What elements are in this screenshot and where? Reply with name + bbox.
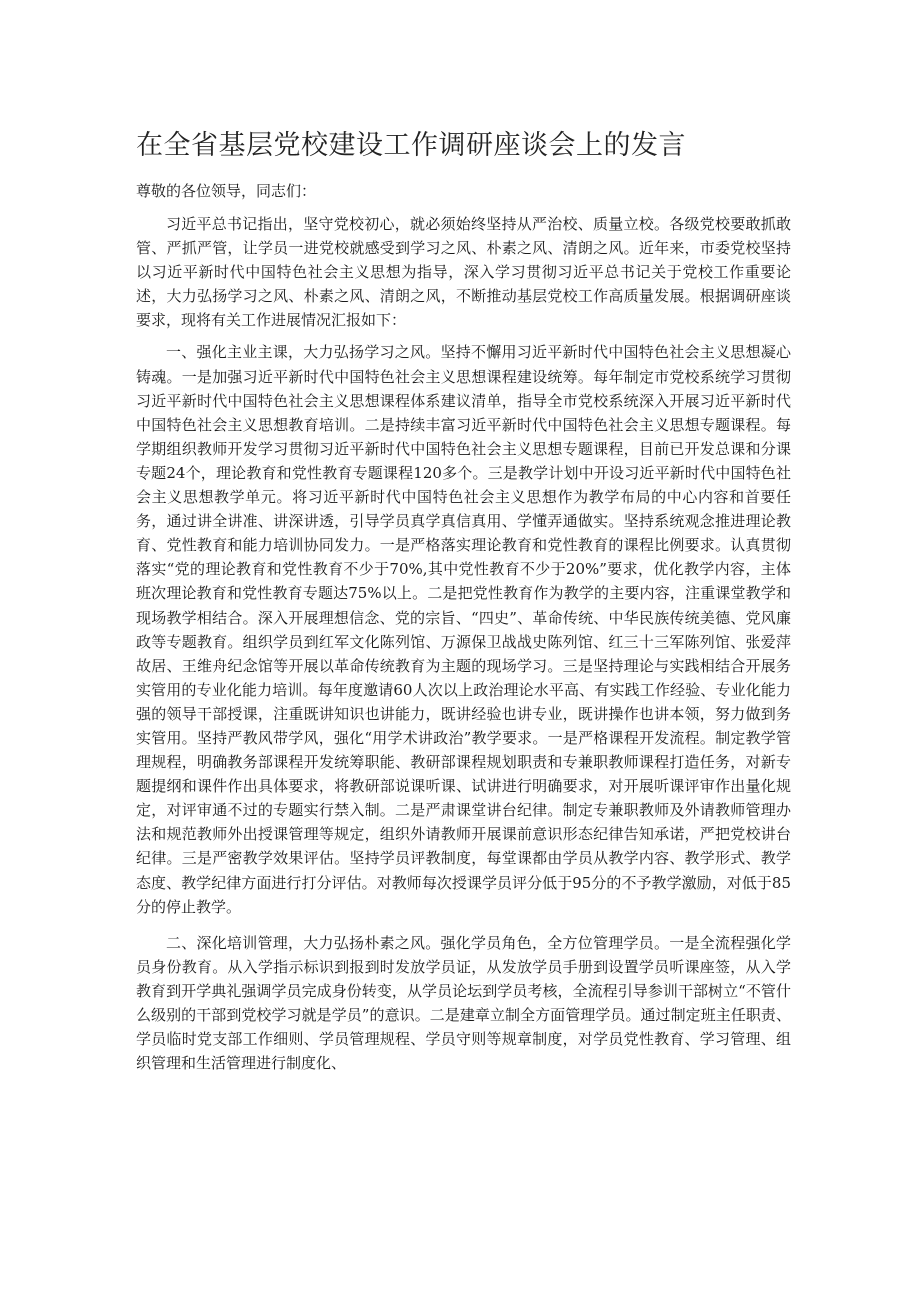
salutation: 尊敬的各位领导，同志们： (136, 182, 317, 200)
paragraph-intro: 习近平总书记指出，坚守党校初心，就必须始终坚持从严治校、质量立校。各级党校要敢抓敢管、严抓严管，让学员一进党校就感受到学习之风、朴素之风、清朗之风。近年来，市委党校坚持以习近平新时代中国特色社会主义思想为指导，深入学习贯彻习近平总书记关于党校工作重要论述，大力弘扬学习之风、朴素之风、清朗之风，不断推动基层党校工作高质量发展。根据调研座谈要求，现将有关工作进展情况汇报如下： (136, 215, 791, 330)
paragraph-section-one: 一、强化主业主课，大力弘扬学习之风。坚持不懈用习近平新时代中国特色社会主义思想凝心铸魂。一是加强习近平新时代中国特色社会主义思想课程建设统筹。每年制定市党校系统学习贯彻习近平新时代中国特色社会主义思想课程体系建议清单，指导全市党校系统深入开展习近平新时代中国特色社会主义思想教育培训。二是持续丰富习近平新时代中国特色社会主义思想专题课程。每学期组织教师开发学习贯彻习近平新时代中国特色社会主义思想专题课程，目前已开发总课和分课专题24个，理论教育和党性教育专题课程120多个。三是教学计划中开设习近平新时代中国特色社会主义思想教学单元。将习近平新时代中国特色社会主义思想作为教学布局的中心内容和首要任务，通过讲全讲准、讲深讲透，引导学员真学真信真用、学懂弄通做实。坚持系统观念推进理论教育、党性教育和能力培训协同发力。一是严格落实理论教育和党性教育的课程比例要求。认真贯彻落实“党的理论教育和党性教育不少于70%,其中党性教育不少于20%”要求，优化教学内容，主体班次理论教育和党性教育专题达75%以上。二是把党性教育作为教学的主要内容，注重课堂教学和现场教学相结合。深入开展理想信念、党的宗旨、“四史”、革命传统、中华民族传统美德、党风廉政等专题教育。组织学员到红军文化陈列馆、万源保卫战战史陈列馆、红三十三军陈列馆、张爱萍故居、王维舟纪念馆等开展以革命传统教育为主题的现场学习。三是坚持理论与实践相结合开展务实管用的专业化能力培训。每年度邀请60人次以上政治理论水平高、有实践工作经验、专业化能力强的领导干部授课，注重既讲知识也讲能力，既讲经验也讲专业，既讲操作也讲本领，努力做到务实管用。坚持严教风带学风，强化“用学术讲政治”教学要求。一是严格课程开发流程。制定教学管理规程，明确教务部课程开发统筹职能、教研部课程规划职责和专兼职教师课程打造任务，对新专题提纲和课件作出具体要求，将教研部说课听课、试讲进行明确要求，对开展听课评审作出量化规定，对评审通不过的专题实行禁入制。二是严肃课堂讲台纪律。制定专兼职教师及外请教师管理办法和规范教师外出授课管理等规定，组织外请教师开展课前意识形态纪律告知承诺，严把党校讲台纪律。三是严密教学效果评估。坚持学员评教制度，每堂课都由学员从教学内容、教学形式、教学态度、教学纪律方面进行打分评估。对教师每次授课学员评分低于95分的不予教学激励，对低于85分的停止教学。 (136, 343, 791, 916)
paragraph-section-two: 二、深化培训管理，大力弘扬朴素之风。强化学员角色，全方位管理学员。一是全流程强化学员身份教育。从入学指示标识到报到时发放学员证，从发放学员手册到设置学员听课座签，从入学教育到开学典礼强调学员完成身份转变，从学员论坛到学员考核，全流程引导参训干部树立“不管什么级别的干部到党校学习就是学员”的意识。二是建章立制全方面管理学员。通过制定班主任职责、学员临时党支部工作细则、学员管理规程、学员守则等规章制度，对学员党性教育、学习管理、组织管理和生活管理进行制度化、 (136, 933, 791, 1073)
document-page (136, 0, 791, 1075)
document-title: 在全省基层党校建设工作调研座谈会上的发言 (136, 130, 686, 161)
